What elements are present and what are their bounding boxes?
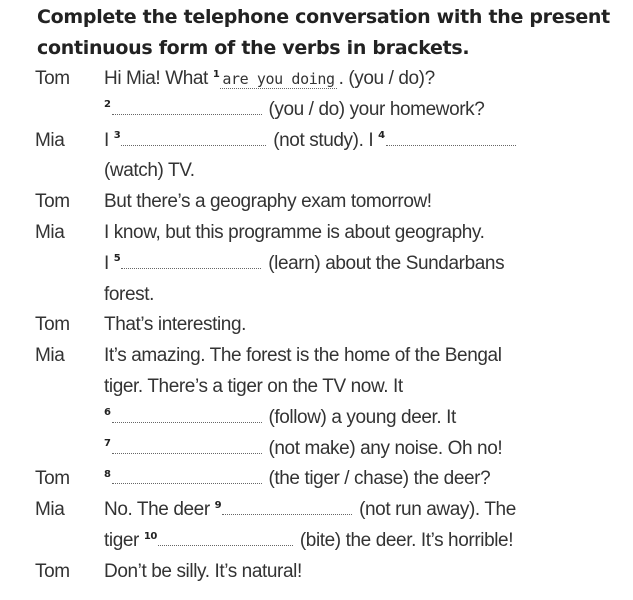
gap-number: 1	[212, 68, 220, 80]
dialogue-text: (watch) TV.	[104, 160, 195, 182]
dialogue-line	[0, 495, 633, 525]
dialogue-text: It’s amazing. The forest is the home of the Bengal	[104, 345, 502, 367]
answer-blank[interactable]	[112, 406, 262, 423]
speaker-name: Tom	[35, 314, 70, 336]
gap-number: 10	[143, 530, 157, 542]
speaker-name: Mia	[35, 129, 65, 151]
dialogue-line	[0, 218, 633, 248]
dialogue-text: (not study). I	[268, 129, 379, 151]
line-text	[104, 464, 490, 494]
dialogue-text: tiger	[104, 530, 144, 551]
line-text	[104, 526, 513, 556]
dialogue-line	[0, 280, 633, 310]
speaker-name: Mia	[35, 345, 65, 367]
speaker-name: Tom	[35, 468, 70, 490]
dialogue-line	[0, 249, 633, 279]
dialogue-text: (not run away). The	[354, 499, 516, 521]
line-text	[104, 495, 516, 525]
dialogue-text: (the tiger / chase) the deer?	[263, 468, 491, 490]
line-text	[104, 249, 504, 279]
dialogue-text: forest.	[104, 283, 154, 305]
answer-blank[interactable]	[386, 129, 516, 146]
gap-number: 6	[104, 407, 111, 419]
dialogue-line	[0, 403, 633, 433]
dialogue-line	[0, 557, 633, 587]
dialogue-text: No. The deer	[104, 499, 215, 521]
answer-blank[interactable]	[112, 437, 262, 454]
line-text	[104, 310, 246, 340]
answer-blank[interactable]	[112, 98, 262, 115]
answer-blank[interactable]	[121, 252, 261, 269]
gap-number: 5	[113, 253, 121, 265]
line-text	[104, 372, 403, 402]
line-text	[104, 557, 302, 587]
dialogue-line	[0, 310, 633, 340]
exercise-instructions: Complete the telephone conversation with the present continuous form of the verbs in brackets.	[37, 6, 610, 59]
speaker-name: Tom	[35, 191, 70, 213]
dialogue-text: I	[104, 252, 114, 274]
dialogue-line	[0, 434, 633, 464]
gap-number: 8	[104, 469, 111, 481]
gap-number: 4	[378, 130, 385, 142]
speaker-name: Tom	[35, 68, 70, 89]
dialogue-text: I know, but this programme is about geography.	[104, 222, 485, 243]
line-text	[104, 126, 518, 156]
dialogue-line	[0, 372, 633, 402]
gap-number: 3	[113, 130, 121, 142]
dialogue-line	[0, 156, 633, 186]
dialogue-line	[0, 95, 633, 125]
line-text	[104, 280, 154, 310]
dialogue-text: But there’s a geography exam tomorrow!	[104, 191, 432, 213]
answer-blank[interactable]	[121, 129, 266, 146]
dialogue-line	[0, 526, 633, 556]
answer-blank[interactable]	[158, 529, 293, 546]
dialogue-text: (bite) the deer. It’s horrible!	[294, 530, 514, 551]
line-text	[104, 341, 502, 371]
dialogue-text: . (you / do)?	[338, 68, 435, 89]
line-text	[104, 64, 435, 94]
line-text	[104, 218, 484, 248]
dialogue-text: Don’t be silly. It’s natural!	[104, 560, 302, 582]
gap-number: 7	[104, 438, 111, 450]
line-text	[104, 156, 195, 186]
answer-blank[interactable]	[112, 467, 262, 484]
line-text	[104, 95, 484, 125]
speaker-name: Tom	[35, 560, 70, 582]
speaker-name: Mia	[35, 222, 65, 243]
gap-number: 9	[214, 499, 222, 511]
dialogue-line	[0, 187, 633, 217]
answer-blank[interactable]	[222, 498, 352, 515]
dialogue-text: Hi Mia! What	[104, 68, 213, 89]
dialogue-text: I	[104, 129, 114, 151]
line-text	[104, 434, 502, 464]
speaker-name: Mia	[35, 499, 65, 521]
dialogue-text: tiger. There’s a tiger on the TV now. It	[104, 376, 403, 397]
dialogue-line	[0, 464, 633, 494]
dialogue-line	[0, 126, 633, 156]
gap-number: 2	[104, 99, 111, 111]
filled-answer[interactable]: are you doing	[222, 70, 335, 88]
dialogue-line	[0, 341, 633, 371]
dialogue-text: (follow) a young deer. It	[263, 406, 456, 428]
dialogue-text: That’s interesting.	[104, 314, 247, 336]
dialogue-text: (not make) any noise. Oh no!	[263, 437, 503, 459]
line-text	[104, 403, 456, 433]
dialogue-text: (learn) about the Sundarbans	[263, 252, 505, 274]
dialogue-text: (you / do) your homework?	[263, 98, 485, 120]
line-text	[104, 187, 432, 217]
dialogue-line	[0, 64, 633, 94]
